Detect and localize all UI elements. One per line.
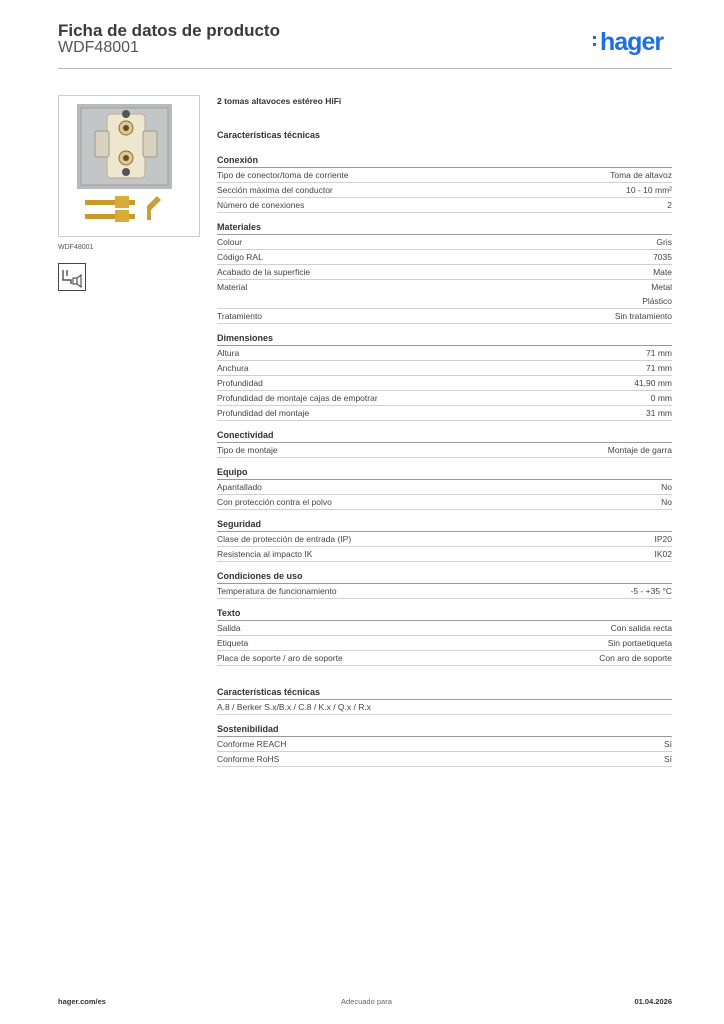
- spec-value-line: Sin tratamiento: [614, 311, 672, 321]
- spec-value: [661, 495, 672, 509]
- spec-value-line: Toma de altavoz: [610, 170, 672, 180]
- spec-row: [217, 183, 672, 198]
- spec-row: [217, 547, 672, 562]
- spec-value: [631, 584, 672, 598]
- spec-label: Profundidad del montaje: [217, 408, 310, 418]
- section-title: Dimensiones: [217, 332, 672, 346]
- spec-label: Tipo de conector/toma de corriente: [217, 170, 349, 180]
- spec-value-line: 7035: [653, 252, 672, 262]
- spec-row: [217, 700, 672, 715]
- section-title: Seguridad: [217, 518, 672, 532]
- product-code: WDF48001: [58, 39, 139, 56]
- section-gap: [217, 666, 672, 678]
- spec-label: Colour: [217, 237, 243, 247]
- spec-value: [634, 376, 672, 390]
- section-title: Conexión: [217, 154, 672, 168]
- spec-row: [217, 651, 672, 666]
- spec-row: [217, 250, 672, 265]
- spec-value: [661, 480, 672, 494]
- spec-row: [217, 235, 672, 250]
- spec-row: [217, 198, 672, 213]
- section-title: Materiales: [217, 221, 672, 235]
- spec-value-line: Gris: [656, 237, 672, 247]
- spec-value: [642, 280, 672, 308]
- section-title: Sostenibilidad: [217, 723, 672, 737]
- spec-value-line: Con salida recta: [610, 623, 672, 633]
- spec-label: Temperatura de funcionamiento: [217, 586, 337, 596]
- spec-value-line: Con aro de soporte: [599, 653, 672, 663]
- photo-caption: WDF48001: [58, 244, 94, 251]
- footer-website: hager.com/es: [58, 997, 106, 1006]
- spec-value-line: Metal: [651, 282, 672, 292]
- spec-label: Apantallado: [217, 482, 262, 492]
- spec-value-line: IK02: [654, 549, 672, 559]
- section-title: Conectividad: [217, 429, 672, 443]
- spec-row: [217, 495, 672, 510]
- spec-label: Acabado de la superficie: [217, 267, 311, 277]
- spec-value: [656, 235, 672, 249]
- spec-value: [651, 391, 672, 405]
- spec-row: [217, 280, 672, 309]
- spec-sections: [217, 154, 672, 767]
- spec-value: [653, 250, 672, 264]
- spec-value: [664, 737, 672, 751]
- footer-date: 01.04.2026: [634, 997, 672, 1006]
- spec-label: A.8 / Berker S.x/B.x / C.8 / K.x / Q.x / R.x: [217, 702, 371, 712]
- spec-value-line: Montaje de garra: [607, 445, 672, 455]
- section-title: Texto: [217, 607, 672, 621]
- spec-label: Código RAL: [217, 252, 263, 262]
- speaker-socket-symbol-icon: [58, 263, 86, 291]
- spec-value-line: 10 - 10 mm²: [626, 185, 672, 195]
- spec-row: [217, 443, 672, 458]
- header-divider: [58, 68, 672, 69]
- spec-value-line: 0 mm: [650, 393, 672, 403]
- spec-row: [217, 584, 672, 599]
- spec-value: [655, 547, 673, 561]
- spec-value: [646, 346, 672, 360]
- spec-row: [217, 346, 672, 361]
- spec-value-line: Mate: [653, 267, 672, 277]
- spec-label: Etiqueta: [217, 638, 249, 648]
- spec-value: [608, 443, 672, 457]
- spec-value: [667, 198, 672, 212]
- spec-label: Placa de soporte / aro de soporte: [217, 653, 343, 663]
- spec-label: Profundidad de montaje cajas de empotrar: [217, 393, 378, 403]
- spec-content: [217, 96, 672, 767]
- section-title: Condiciones de uso: [217, 570, 672, 584]
- spec-row: [217, 361, 672, 376]
- spec-value: [653, 265, 672, 279]
- spec-value-line: Sin portaetiqueta: [607, 638, 672, 648]
- spec-row: [217, 621, 672, 636]
- product-photo: [58, 95, 200, 237]
- spec-row: [217, 391, 672, 406]
- spec-label: Resistencia al impacto IK: [217, 549, 313, 559]
- spec-label: Clase de protección de entrada (IP): [217, 534, 352, 544]
- spec-value-line: 41,90 mm: [634, 378, 672, 388]
- spec-label: Profundidad: [217, 378, 263, 388]
- spec-value: [655, 532, 673, 546]
- spec-label: Número de conexiones: [217, 200, 305, 210]
- spec-row: [217, 480, 672, 495]
- spec-value-line: IP20: [654, 534, 672, 544]
- speaker-socket-image: [59, 96, 199, 236]
- page-title: Ficha de datos de producto: [58, 21, 280, 40]
- spec-row: [217, 309, 672, 324]
- spec-value-line: 2: [667, 200, 672, 210]
- spec-label: Altura: [217, 348, 240, 358]
- top-heading: Características técnicas: [217, 130, 321, 140]
- section-title: Características técnicas: [217, 686, 672, 700]
- spec-row: [217, 737, 672, 752]
- section-title: Equipo: [217, 466, 672, 480]
- spec-value: [615, 309, 672, 323]
- spec-row: [217, 636, 672, 651]
- spec-row: [217, 752, 672, 767]
- spec-label: Salida: [217, 623, 241, 633]
- footer-middle-text: Adecuado para: [341, 997, 392, 1006]
- spec-value: [611, 621, 672, 635]
- spec-value: [646, 406, 672, 420]
- spec-value-line: 71 mm: [646, 363, 672, 373]
- brand-logo: [592, 28, 663, 57]
- spec-label: Tratamiento: [217, 311, 263, 321]
- spec-label: Conforme RoHS: [217, 754, 280, 764]
- spec-value: [608, 636, 672, 650]
- spec-value: [646, 361, 672, 375]
- spec-value: [610, 168, 672, 182]
- spec-label: Conforme REACH: [217, 739, 287, 749]
- spec-label: Tipo de montaje: [217, 445, 278, 455]
- spec-row: [217, 168, 672, 183]
- spec-value: [664, 752, 672, 766]
- spec-label: Anchura: [217, 363, 249, 373]
- spec-value-line: Sí: [663, 754, 672, 764]
- spec-row: [217, 376, 672, 391]
- spec-value-line: Sí: [663, 739, 672, 749]
- spec-row: [217, 406, 672, 421]
- logo-text: hager: [600, 28, 664, 56]
- spec-row: [217, 265, 672, 280]
- spec-label: Material: [217, 282, 248, 292]
- spec-value-line: Plástico: [642, 296, 672, 306]
- spec-value-line: 71 mm: [646, 348, 672, 358]
- spec-value: [599, 651, 672, 665]
- spec-label: Sección máxima del conductor: [217, 185, 333, 195]
- spec-row: [217, 532, 672, 547]
- spec-value-line: 31 mm: [646, 408, 672, 418]
- spec-value-line: -5 - +35 °C: [630, 586, 672, 596]
- spec-label: Con protección contra el polvo: [217, 497, 332, 507]
- product-name: 2 tomas altavoces estéreo HiFi: [217, 96, 342, 106]
- spec-value-line: No: [661, 497, 672, 507]
- spec-value-line: No: [661, 482, 672, 492]
- spec-value: [626, 183, 672, 197]
